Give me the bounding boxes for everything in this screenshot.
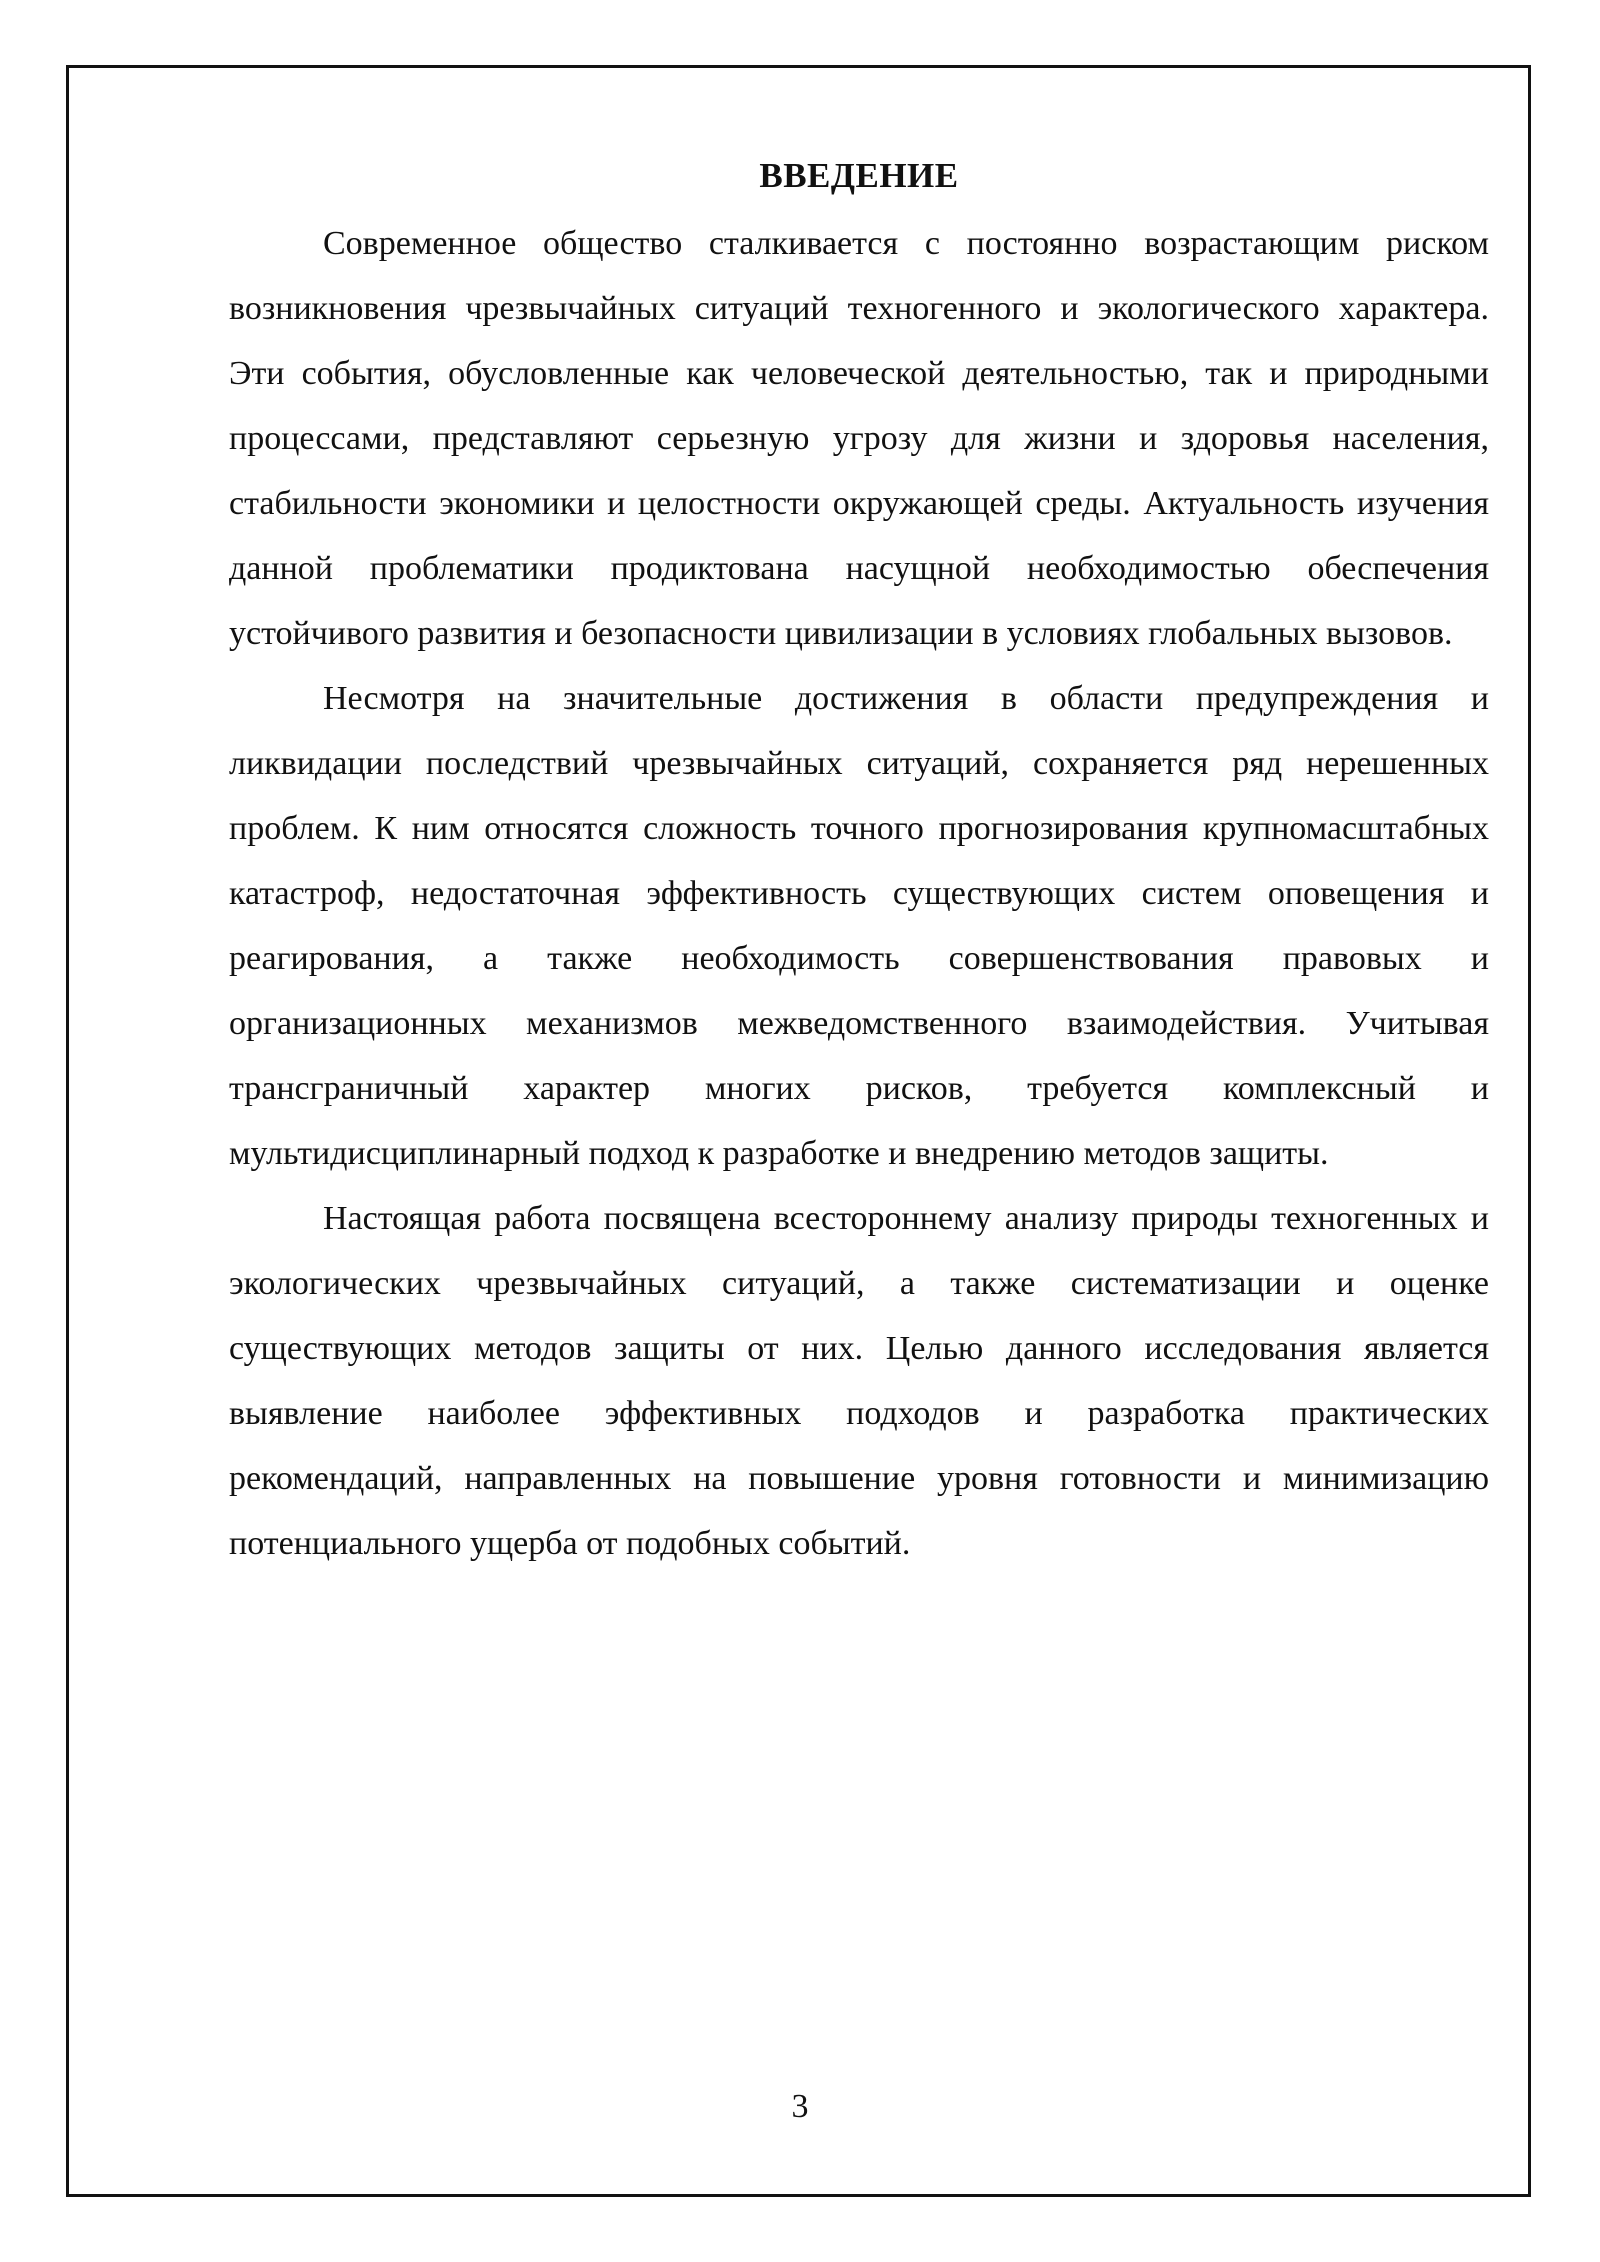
page-number: 3 bbox=[791, 2088, 809, 2125]
paragraph-3: Настоящая работа посвящена всестороннему анализу природы техногенных и экологических чрезвычайных ситуаций, а также систематизации и оценке существующих методов защиты от них. Целью данного исследования является выявление наиболее эффективных подходов и разработка практических рекомендаций, направленных на повышение уровня готовности и минимизацию потенциального ущерба от подобных событий. bbox=[229, 1200, 1489, 1562]
paragraph-1: Современное общество сталкивается с постоянно возрастающим риском возникновения чрезвычайных ситуаций техногенного и экологического характера. Эти события, обусловленные как человеческой деятельностью, так и природными процессами, представляют серьезную угрозу для жизни и здоровья населения, стабильности экономики и целостности окружающей среды. Актуальность изучения данной проблематики продиктована насущной необходимостью обеспечения устойчивого развития и безопасности цивилизации в условиях глобальных вызовов. bbox=[229, 225, 1489, 652]
page-content bbox=[229, 146, 1489, 1576]
paragraph-2: Несмотря на значительные достижения в области предупреждения и ликвидации последствий чрезвычайных ситуаций, сохраняется ряд нерешенных проблем. К ним относятся сложность точного прогнозирования крупномасштабных катастроф, недостаточная эффективность существующих систем оповещения и реагирования, а также необходимость совершенствования правовых и организационных механизмов межведомственного взаимодействия. Учитывая трансграничный характер многих рисков, требуется комплексный и мультидисциплинарный подход к разработке и внедрению методов защиты. bbox=[229, 680, 1489, 1172]
section-title: ВВЕДЕНИЕ bbox=[759, 156, 959, 195]
